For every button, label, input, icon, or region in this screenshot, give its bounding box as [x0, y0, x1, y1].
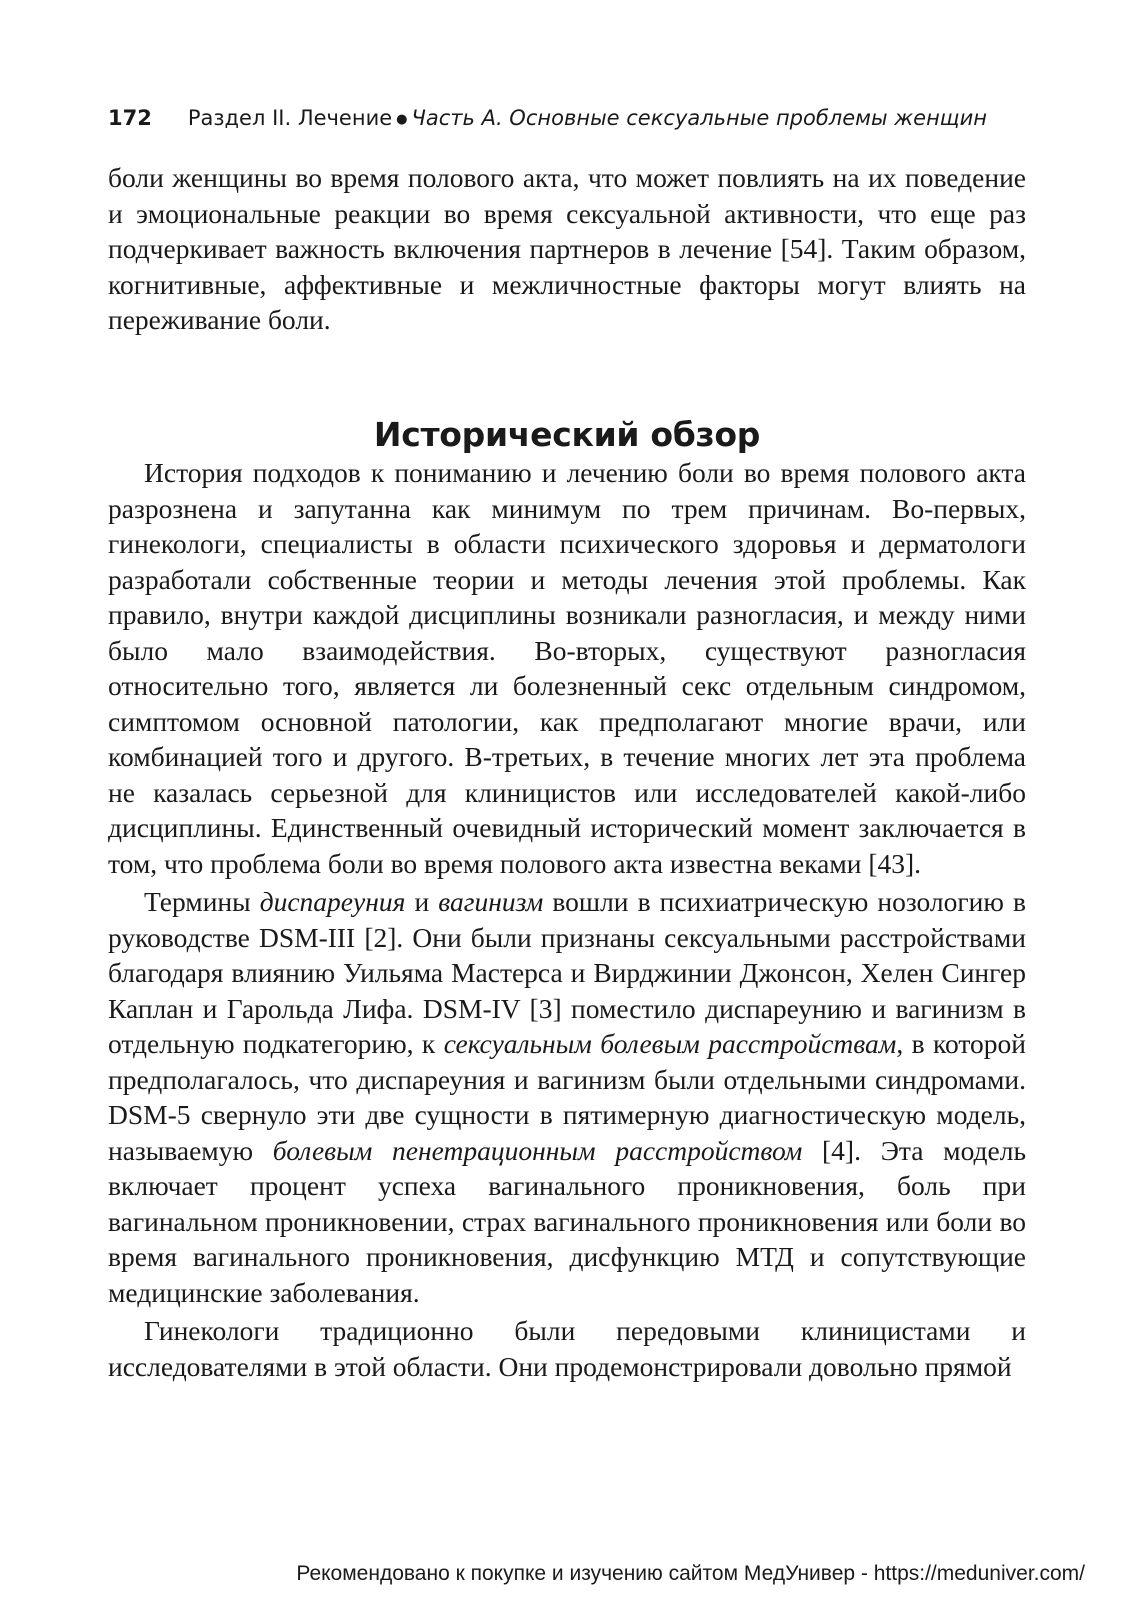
- term-sexual-pain-disorders: сексуальным болевым расстройствам: [443, 1028, 897, 1059]
- paragraph-gynecologists: Гинекологи традиционно были передовыми клиницистами и исследователями в этой области. Они продемонстрировали довольно прямой: [108, 1315, 1026, 1382]
- paragraph-terms-text-5: [4]. Эта модель включает процент успеха вагинального проникновения, боль при вагинальном проникновении, страх вагинального проникновения или боли во время вагинального проникновения, дисфункцию МТД и сопутствующие медицинские заболевания.: [108, 1134, 1027, 1308]
- paragraph-terms-text-4: , в которой предполагалось, что диспареуния и вагинизм были отдельными синдромами. DSM-5 свернуло эти две сущности в пятимерную диагностическую модель, называемую: [108, 1028, 1027, 1166]
- intro-paragraph: боли женщины во время полового акта, что может повлиять на их поведение и эмоциональные реакции во время сексуальной активности, что еще раз подчеркивает важность включения партнеров в лечение [54]. Таким образом, когнитивные, аффективные и межличностные факторы могут влиять на переживание боли.: [108, 162, 1026, 335]
- running-head: [108, 104, 1028, 134]
- intro-text-block: [108, 160, 1026, 338]
- section-title: Раздел II. Лечение: [187, 106, 393, 130]
- paragraph-terms-text-2: и: [405, 886, 439, 917]
- term-vaginismus: вагинизм: [438, 886, 544, 917]
- bullet-separator-icon: ●: [396, 112, 408, 127]
- term-dyspareunia: диспареуния: [259, 886, 406, 917]
- main-text-block: [108, 455, 1026, 1384]
- term-penetration-pain-disorder: болевым пенетрационным расстройством: [272, 1134, 803, 1166]
- paragraph-terms-text-3: вошли в психиатрическую нозологию в руководстве DSM-III [2]. Они были признаны сексуальными расстройствами благодаря влиянию Уильяма Мастерса и Вирджинии Джонсон, Хелен Сингер Каплан и Гарольда Лифа. DSM-IV [3] поместило диспареунию и вагинизм в отдельную подкатегорию, к: [108, 886, 1026, 1059]
- paragraph-terms: [108, 884, 1026, 1310]
- footer-watermark-text: Рекомендовано к покупке и изучению сайтом МедУнивер - https://meduniver.com/: [296, 1562, 1085, 1585]
- paragraph-terms-text-1: Термины: [144, 886, 260, 917]
- page-number: 172: [108, 106, 152, 130]
- part-title: Часть А. Основные сексуальные проблемы женщин: [411, 106, 987, 130]
- section-heading: Исторический обзор: [373, 415, 761, 455]
- paragraph-history: История подходов к пониманию и лечению боли во время полового акта разрознена и запутанна как минимум по трем причинам. Во-первых, гинекологи, специалисты в области психического здоровья и дерматологи разработали собственные теории и методы лечения этой проблемы. Как правило, внутри каждой дисциплины возникали разногласия, и между ними было мало взаимодействия. Во-вторых, существуют разногласия относительно того, является ли болезненный секс отдельным синдромом, симптомом основной патологии, как предполагают многие врачи, или комбинацией того и другого. В-третьих, в течение многих лет эта проблема не казалась серьезной для клиницистов или исследователей какой-либо дисциплины. Единственный очевидный исторический момент заключается в том, что проблема боли во время полового акта известна веками [43].: [108, 457, 1026, 879]
